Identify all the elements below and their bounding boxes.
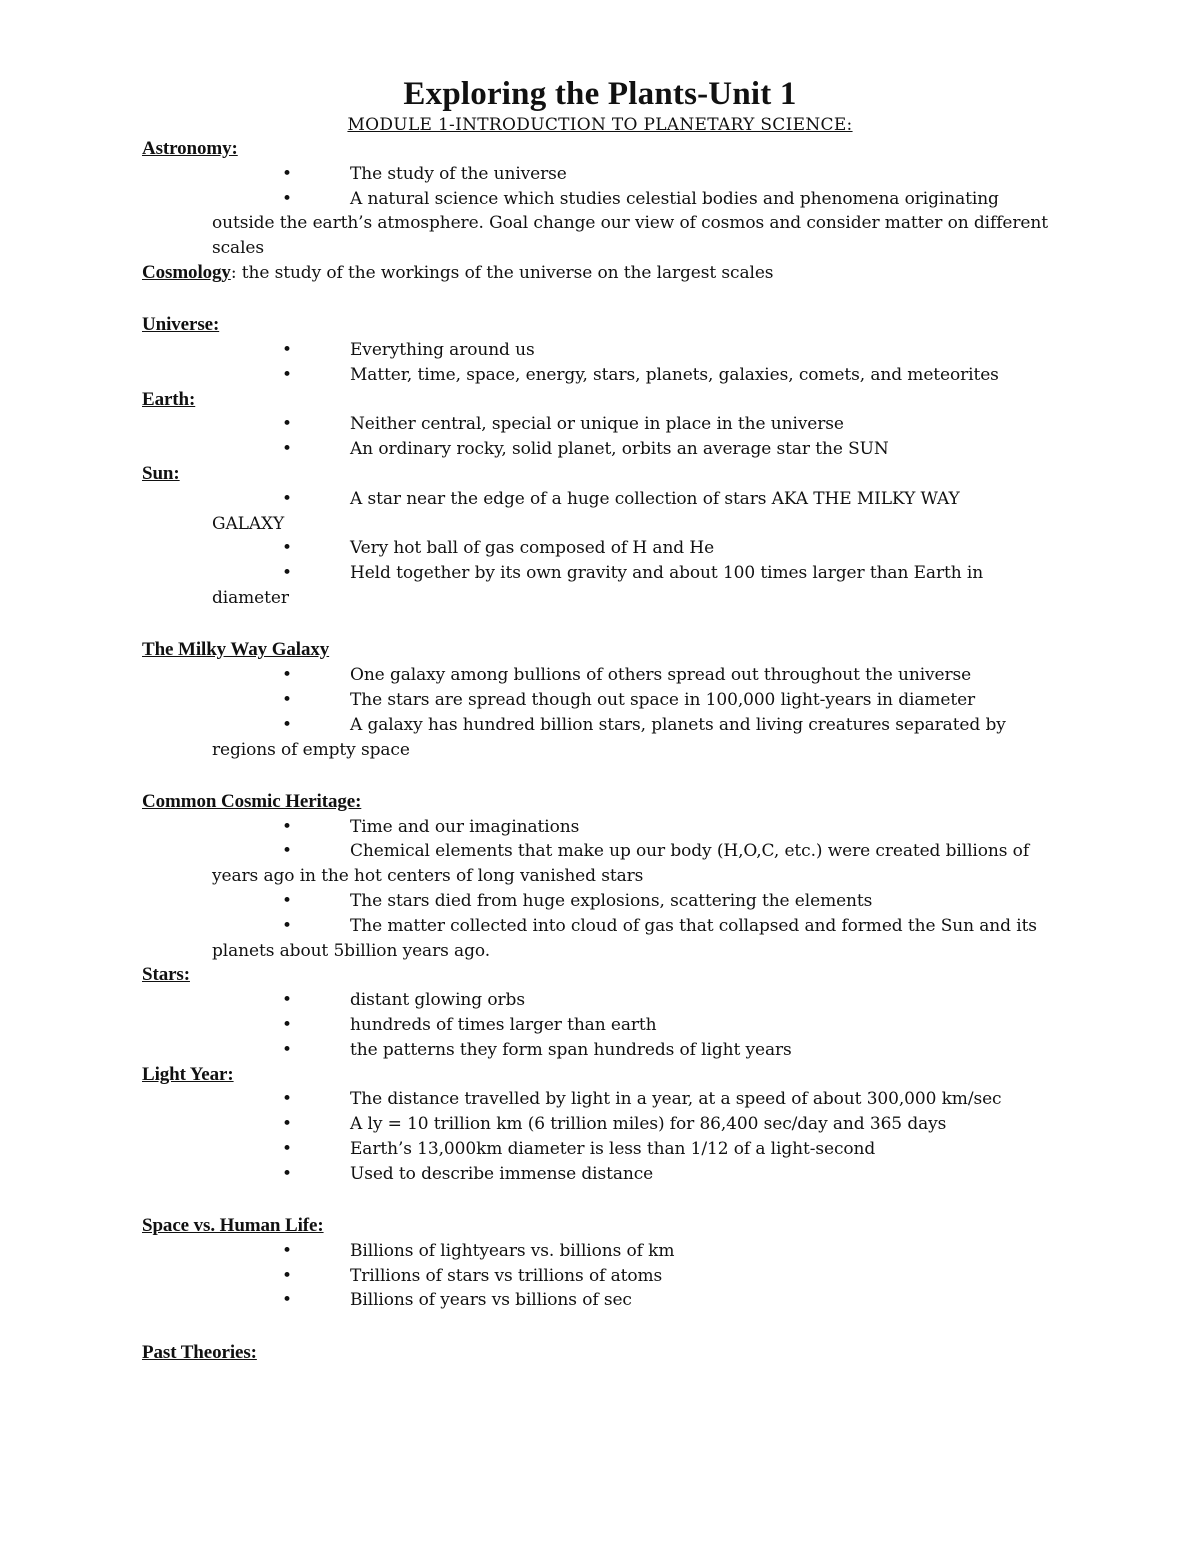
document-title: Exploring the Plants-Unit 1 bbox=[403, 76, 797, 112]
bullet-point-icon: • bbox=[282, 816, 292, 837]
bullet-point-icon: • bbox=[282, 665, 292, 686]
heading-line bbox=[142, 462, 1062, 487]
bullet-item bbox=[142, 688, 1062, 713]
section-heading: Universe: bbox=[142, 314, 220, 336]
bullet-item bbox=[142, 1264, 1062, 1289]
bullet-point-icon: • bbox=[282, 538, 292, 559]
bullet-text: The distance travelled by light in a year, at a speed of about 300,000 km/sec bbox=[350, 1089, 1002, 1110]
bullet-text: Neither central, special or unique in place in the universe bbox=[350, 414, 844, 435]
bullet-point-icon: • bbox=[282, 188, 292, 209]
blank-line bbox=[142, 1187, 1062, 1215]
section-heading: Past Theories: bbox=[142, 1341, 257, 1363]
heading-line bbox=[142, 137, 1062, 162]
bullet-item bbox=[142, 1239, 1062, 1264]
bullet-text: The matter collected into cloud of gas that collapsed and formed the Sun and its bbox=[350, 915, 1037, 936]
bullet-point-icon: • bbox=[282, 841, 292, 862]
heading-line bbox=[142, 313, 1062, 338]
bullet-text: The study of the universe bbox=[350, 163, 567, 184]
document-subtitle: MODULE 1-INTRODUCTION TO PLANETARY SCIENCE: bbox=[347, 115, 853, 135]
bullet-point-icon: • bbox=[282, 488, 292, 509]
bullet-text: Chemical elements that make up our body (H,O,C, etc.) were created billions of bbox=[350, 841, 1030, 862]
section-heading: Space vs. Human Life: bbox=[142, 1215, 324, 1237]
bullet-item bbox=[142, 815, 1062, 840]
continuation-line bbox=[142, 939, 1062, 964]
heading-line bbox=[142, 1341, 1062, 1366]
bullet-item bbox=[142, 412, 1062, 437]
bullet-point-icon: • bbox=[282, 163, 292, 184]
bullet-item bbox=[142, 162, 1062, 187]
bullet-text: A natural science which studies celestial bodies and phenomena originating bbox=[350, 188, 999, 209]
bullet-text: hundreds of times larger than earth bbox=[350, 1015, 657, 1035]
bullet-point-icon: • bbox=[282, 990, 292, 1011]
section-heading: Earth: bbox=[142, 388, 196, 410]
bullet-point-icon: • bbox=[282, 714, 292, 735]
section-heading: Light Year: bbox=[142, 1063, 234, 1085]
bullet-text: A galaxy has hundred billion stars, planets and living creatures separated by bbox=[350, 714, 1006, 735]
bullet-point-icon: • bbox=[282, 1039, 292, 1060]
bullet-item bbox=[142, 663, 1062, 688]
bullet-text: distant glowing orbs bbox=[350, 990, 525, 1011]
bullet-item bbox=[142, 1162, 1062, 1187]
bullet-text: Billions of lightyears vs. billions of km bbox=[350, 1240, 675, 1261]
bullet-item bbox=[142, 1288, 1062, 1313]
bullet-text: Used to describe immense distance bbox=[350, 1163, 654, 1184]
bullet-point-icon: • bbox=[282, 1089, 292, 1110]
continuation-text: scales bbox=[212, 238, 265, 259]
continuation-text: planets about 5billion years ago. bbox=[212, 940, 491, 961]
heading-line bbox=[142, 1214, 1062, 1239]
section-heading: Sun: bbox=[142, 463, 180, 485]
blank-line bbox=[142, 611, 1062, 639]
bullet-point-icon: • bbox=[282, 563, 292, 584]
blank-line bbox=[142, 762, 1062, 790]
section-heading: Astronomy: bbox=[142, 138, 238, 159]
bullet-item bbox=[142, 1038, 1062, 1063]
heading-line bbox=[142, 638, 1062, 663]
blank-line bbox=[142, 286, 1062, 314]
bullet-text: A star near the edge of a huge collection of stars AKA THE MILKY WAY bbox=[350, 488, 960, 509]
heading-line bbox=[142, 1063, 1062, 1088]
bullet-text: Held together by its own gravity and about 100 times larger than Earth in bbox=[350, 563, 984, 584]
bullet-text: One galaxy among bullions of others spread out throughout the universe bbox=[350, 665, 972, 686]
bullet-point-icon: • bbox=[282, 689, 292, 710]
bullet-item bbox=[142, 363, 1062, 388]
bullet-point-icon: • bbox=[282, 1290, 292, 1311]
continuation-text: regions of empty space bbox=[212, 739, 410, 760]
bullet-text: Matter, time, space, energy, stars, planets, galaxies, comets, and meteorites bbox=[350, 364, 999, 385]
bullet-point-icon: • bbox=[282, 439, 292, 460]
document-body bbox=[142, 137, 1062, 1366]
bullet-text: The stars died from huge explosions, scattering the elements bbox=[350, 891, 873, 912]
bullet-point-icon: • bbox=[282, 364, 292, 385]
bullet-point-icon: • bbox=[282, 915, 292, 936]
definition-line bbox=[142, 261, 1062, 286]
bullet-point-icon: • bbox=[282, 414, 292, 435]
bullet-point-icon: • bbox=[282, 340, 292, 361]
section-heading: Stars: bbox=[142, 964, 190, 986]
bullet-item bbox=[142, 1013, 1062, 1038]
bullet-item bbox=[142, 889, 1062, 914]
bullet-item bbox=[142, 536, 1062, 561]
section-heading: Common Cosmic Heritage: bbox=[142, 790, 362, 812]
bullet-item bbox=[142, 1087, 1062, 1112]
heading-line bbox=[142, 963, 1062, 988]
bullet-item bbox=[142, 839, 1062, 864]
definition-text: : the study of the workings of the universe on the largest scales bbox=[230, 262, 774, 283]
definition-term: Cosmology bbox=[142, 261, 231, 283]
blank-line bbox=[142, 1313, 1062, 1341]
heading-line bbox=[142, 790, 1062, 815]
bullet-text: Very hot ball of gas composed of H and He bbox=[350, 538, 715, 559]
bullet-item bbox=[142, 988, 1062, 1013]
bullet-text: Everything around us bbox=[350, 340, 535, 361]
bullet-text: Time and our imaginations bbox=[350, 816, 580, 837]
bullet-text: the patterns they form span hundreds of light years bbox=[350, 1039, 792, 1060]
bullet-text: A ly = 10 trillion km (6 trillion miles) for 86,400 sec/day and 365 days bbox=[350, 1114, 947, 1135]
bullet-item bbox=[142, 713, 1062, 738]
continuation-line bbox=[142, 738, 1062, 763]
bullet-point-icon: • bbox=[282, 1163, 292, 1184]
continuation-text: years ago in the hot centers of long vanished stars bbox=[212, 866, 644, 887]
bullet-item bbox=[142, 338, 1062, 363]
heading-line bbox=[142, 388, 1062, 413]
continuation-line bbox=[142, 512, 1062, 537]
bullet-item bbox=[142, 437, 1062, 462]
bullet-text: Billions of years vs billions of sec bbox=[350, 1290, 632, 1311]
continuation-line bbox=[142, 864, 1062, 889]
bullet-point-icon: • bbox=[282, 891, 292, 912]
continuation-text: GALAXY bbox=[212, 513, 285, 534]
continuation-text: outside the earth’s atmosphere. Goal change our view of cosmos and consider matter on different bbox=[212, 213, 1048, 234]
bullet-point-icon: • bbox=[282, 1138, 292, 1159]
bullet-point-icon: • bbox=[282, 1015, 292, 1035]
continuation-line bbox=[142, 586, 1062, 611]
continuation-text: diameter bbox=[212, 588, 289, 609]
bullet-item bbox=[142, 187, 1062, 212]
bullet-point-icon: • bbox=[282, 1265, 292, 1286]
bullet-point-icon: • bbox=[282, 1114, 292, 1135]
bullet-point-icon: • bbox=[282, 1240, 292, 1261]
continuation-line bbox=[142, 236, 1062, 261]
continuation-line bbox=[142, 211, 1062, 236]
bullet-item bbox=[142, 561, 1062, 586]
bullet-item bbox=[142, 914, 1062, 939]
section-heading: The Milky Way Galaxy bbox=[142, 639, 330, 661]
bullet-item bbox=[142, 487, 1062, 512]
bullet-text: The stars are spread though out space in 100,000 light-years in diameter bbox=[350, 689, 976, 710]
bullet-item bbox=[142, 1137, 1062, 1162]
bullet-text: An ordinary rocky, solid planet, orbits an average star the SUN bbox=[350, 439, 889, 460]
bullet-text: Earth’s 13,000km diameter is less than 1/12 of a light-second bbox=[350, 1138, 876, 1159]
bullet-item bbox=[142, 1112, 1062, 1137]
bullet-text: Trillions of stars vs trillions of atoms bbox=[350, 1265, 663, 1286]
